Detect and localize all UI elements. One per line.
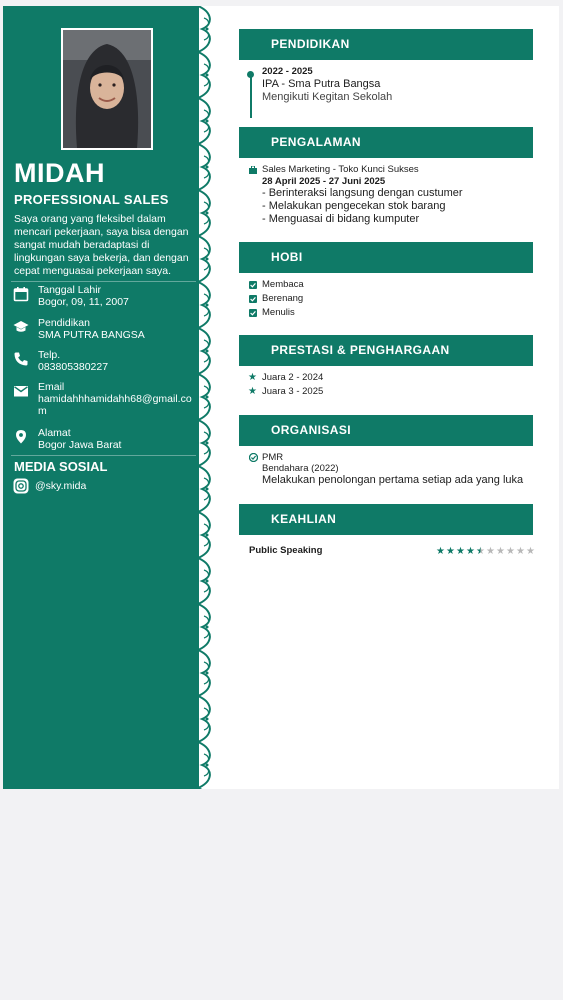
- contact-address: [13, 427, 198, 457]
- section-header-prestasi: PRESTASI & PENGHARGAAN: [239, 335, 533, 366]
- contact-education: [13, 317, 198, 347]
- profile-about: Saya orang yang fleksibel dalam mencari pekerjaan, saya bisa dengan sangat mudah beradaptasi di lingkungan saya bekerja, dan dengan cepat menguasai pekerjaan saya.: [14, 213, 189, 277]
- hobby-item: Menulis: [262, 307, 295, 318]
- ornament-border: [196, 6, 220, 789]
- social-handle: @sky.mida: [35, 480, 87, 492]
- divider: [11, 281, 197, 282]
- location-pin-icon: [13, 429, 29, 445]
- checkbox-icon: [249, 309, 257, 317]
- contact-birthdate: [13, 284, 198, 314]
- check-circle-icon: [249, 453, 258, 462]
- education-school: IPA - Sma Putra Bangsa: [262, 78, 381, 90]
- skill-name: Public Speaking: [249, 545, 323, 556]
- instagram-icon: [13, 478, 29, 494]
- hobby-item: Berenang: [262, 293, 304, 304]
- section-header-keahlian: KEAHLIAN: [239, 504, 533, 535]
- organization-name: PMR: [262, 452, 284, 463]
- rating-star-icon: ★: [436, 546, 445, 557]
- timeline-line: [250, 77, 252, 118]
- contact-value: Bogor, 09, 11, 2007: [38, 296, 129, 308]
- section-header-pendidikan: PENDIDIKAN: [239, 29, 533, 60]
- contact-value: 083805380227: [38, 361, 109, 373]
- sidebar: [3, 6, 198, 789]
- star-bullet-icon: ★: [248, 372, 257, 383]
- profile-title: PROFESSIONAL SALES: [14, 192, 169, 207]
- calendar-icon: [13, 286, 29, 302]
- organization-desc: Melakukan penolongan pertama setiap ada yang luka: [262, 474, 524, 486]
- social-instagram[interactable]: [13, 478, 193, 496]
- experience-task: - Melakukan pengecekan stok barang: [262, 200, 446, 212]
- organization-role: Bendahara (2022): [262, 463, 339, 474]
- rating-star-icon: ★: [446, 546, 455, 557]
- checkbox-icon: [249, 295, 257, 303]
- divider: [11, 455, 197, 456]
- rating-star-icon: ★: [476, 546, 485, 557]
- profile-photo: [61, 28, 153, 150]
- contact-email: [13, 381, 198, 423]
- contact-value: hamidahhhamidahh68@gmail.com: [38, 393, 192, 417]
- section-header-pengalaman: PENGALAMAN: [239, 127, 533, 158]
- star-bullet-icon: ★: [248, 386, 257, 397]
- rating-star-icon: ★: [456, 546, 465, 557]
- profile-name: MIDAH: [14, 158, 105, 188]
- rating-star-icon: ★: [526, 546, 535, 557]
- rating-star-icon: ★: [516, 546, 525, 557]
- achievement-item: Juara 3 - 2025: [262, 386, 324, 397]
- section-header-hobi: HOBI: [239, 242, 533, 273]
- section-header-organisasi: ORGANISASI: [239, 415, 533, 446]
- contact-label: Alamat: [38, 427, 71, 439]
- resume-page: [3, 6, 559, 789]
- experience-role: Sales Marketing - Toko Kunci Sukses: [262, 164, 419, 175]
- contact-value: Bogor Jawa Barat: [38, 439, 122, 451]
- rating-star-icon: ★: [486, 546, 495, 557]
- contact-label: Tanggal Lahir: [38, 284, 102, 296]
- phone-icon: [13, 351, 29, 367]
- contact-value: SMA PUTRA BANGSA: [38, 329, 145, 341]
- education-note: Mengikuti Kegitan Sekolah: [262, 91, 393, 103]
- contact-label: Pendidikan: [38, 317, 90, 329]
- experience-period: 28 April 2025 - 27 Juni 2025: [262, 176, 386, 187]
- email-icon: [13, 383, 29, 399]
- contact-label: Email: [38, 381, 65, 393]
- experience-task: - Menguasai di bidang kumputer: [262, 213, 420, 225]
- rating-star-icon: ★: [466, 546, 475, 557]
- contact-phone: [13, 349, 198, 379]
- hobby-item: Membaca: [262, 279, 304, 290]
- graduation-cap-icon: [13, 319, 29, 335]
- rating-star-icon: ★: [496, 546, 505, 557]
- achievement-item: Juara 2 - 2024: [262, 372, 324, 383]
- contact-label: Telp.: [38, 349, 61, 361]
- media-title: MEDIA SOSIAL: [14, 459, 108, 474]
- checkbox-icon: [249, 281, 257, 289]
- briefcase-icon: [249, 166, 257, 174]
- experience-task: - Berinteraksi langsung dengan custumer: [262, 187, 463, 199]
- rating-star-icon: ★: [506, 546, 515, 557]
- education-period: 2022 - 2025: [262, 66, 313, 77]
